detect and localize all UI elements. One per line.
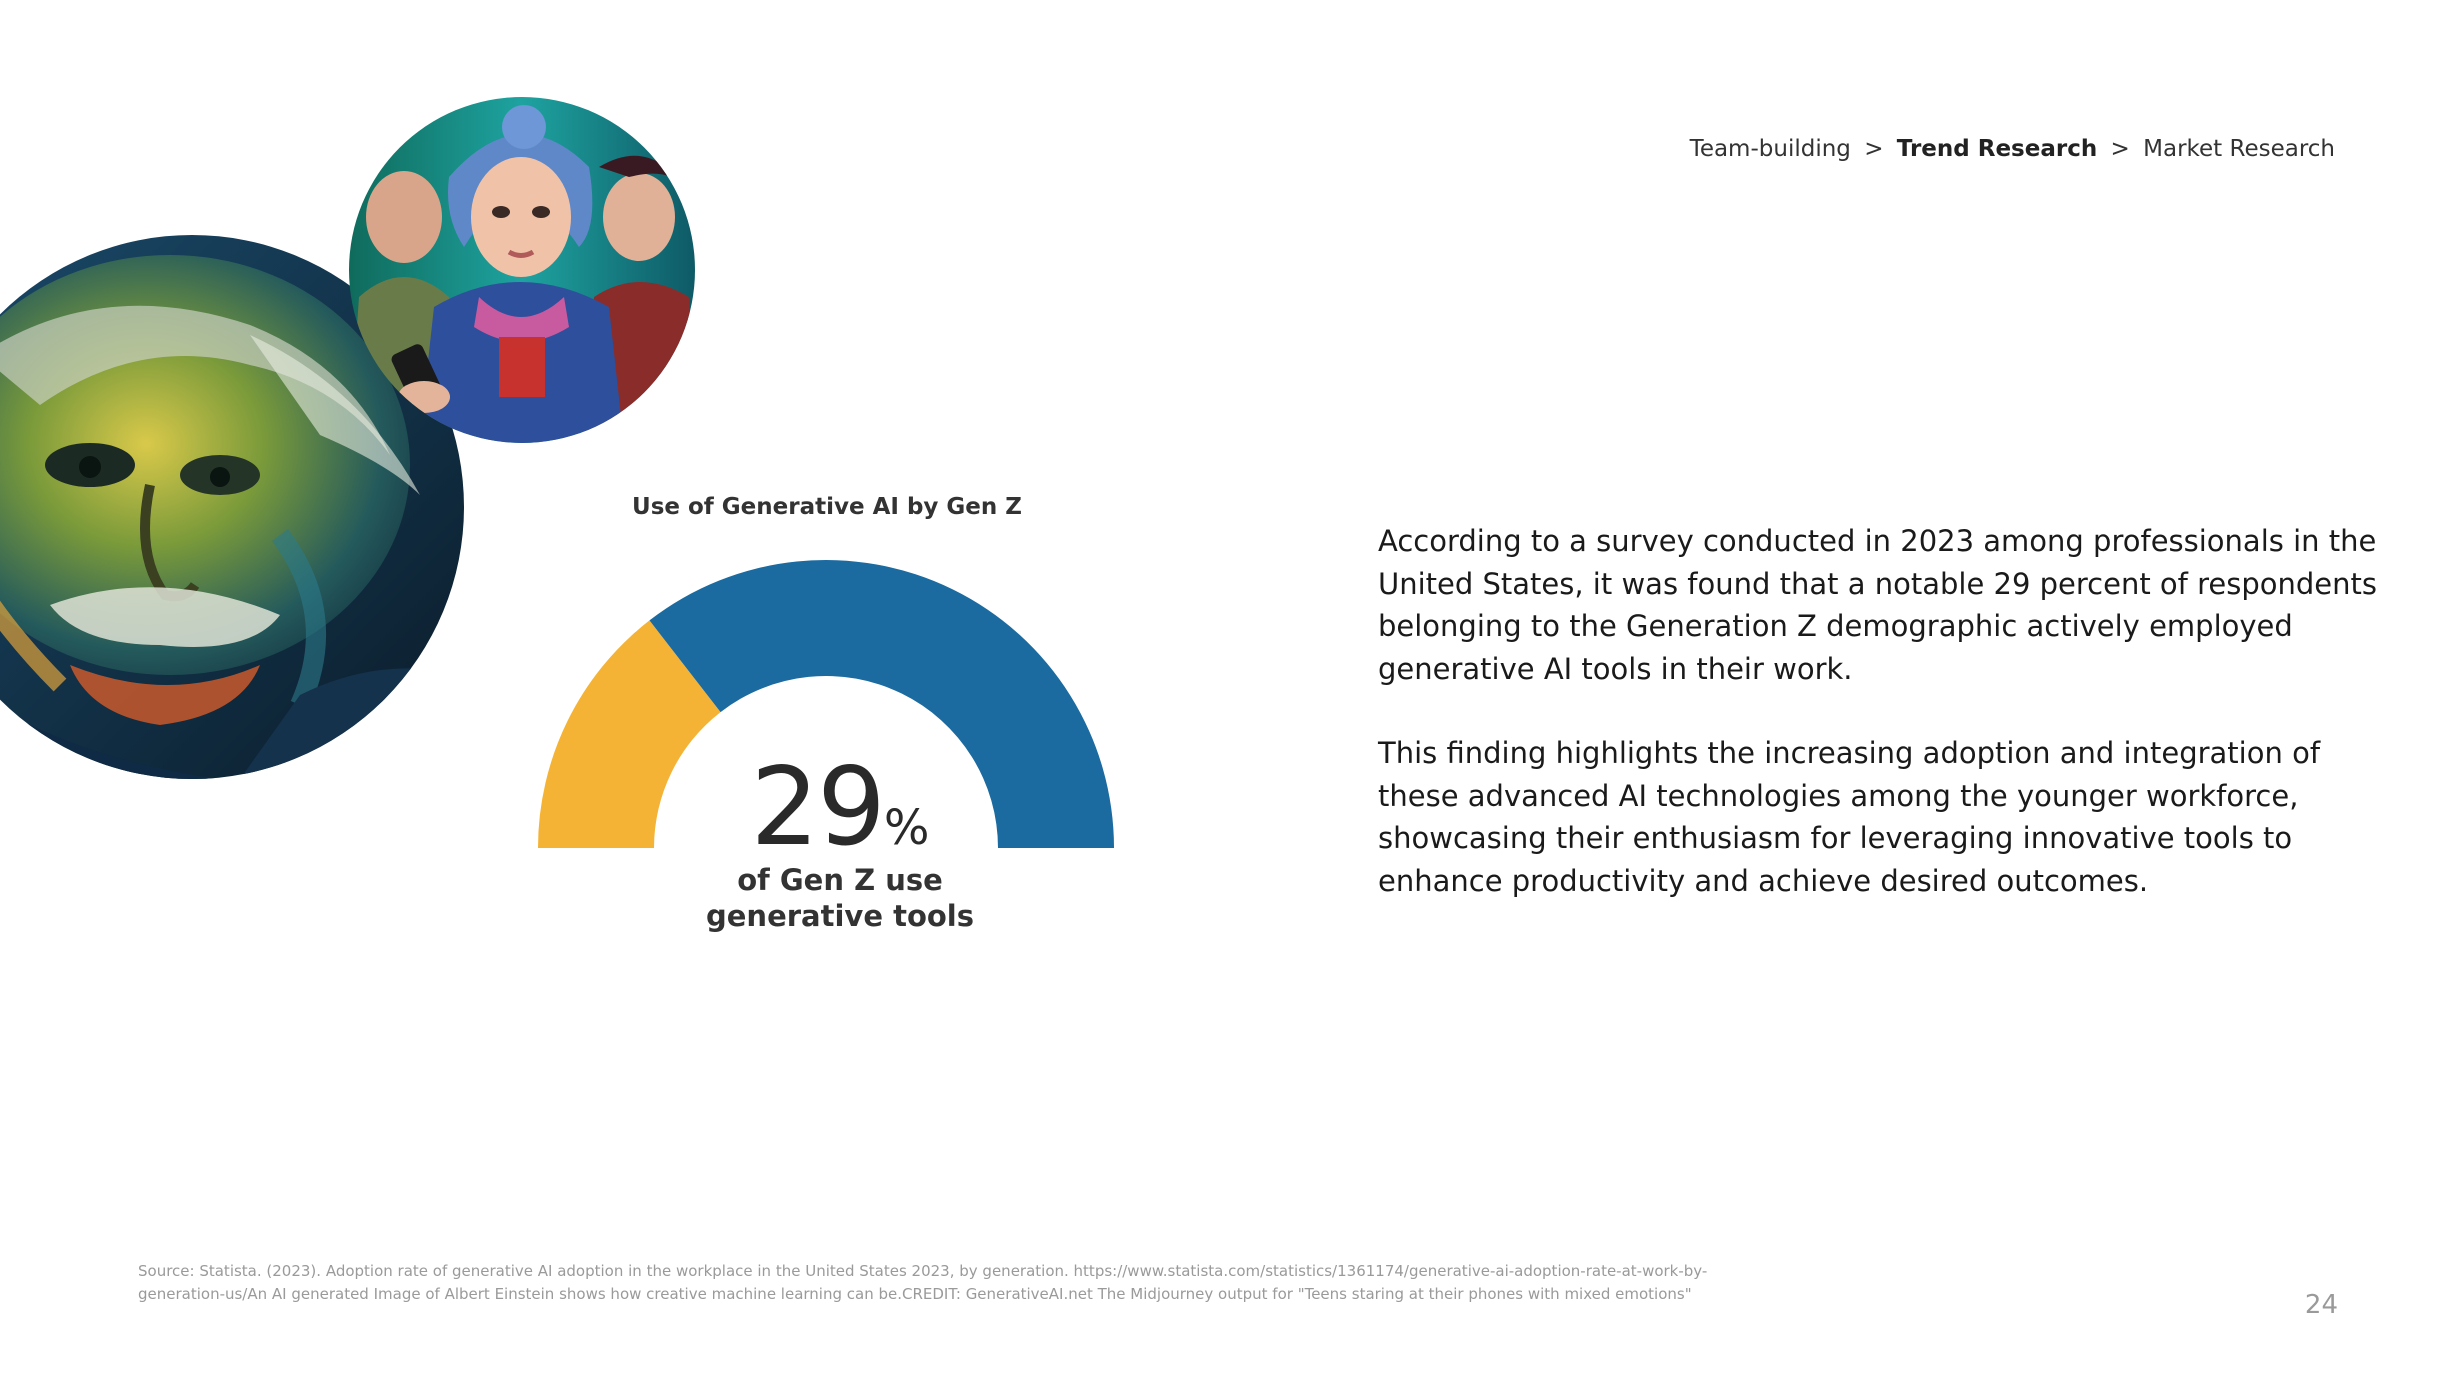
breadcrumb-separator: > <box>1864 136 1884 162</box>
teens-with-phones-image <box>349 97 695 443</box>
body-text <box>1378 520 2378 944</box>
gauge-value-unit: % <box>883 800 930 856</box>
gauge-center-value <box>630 745 1050 870</box>
gauge-caption <box>630 862 1050 934</box>
breadcrumb <box>1690 136 2335 162</box>
breadcrumb-item-trend-research[interactable]: Trend Research <box>1896 136 2098 162</box>
body-paragraph-2: This finding highlights the increasing adoption and integration of these advanced AI technologies among the younger workforce, showcasing their enthusiasm for leveraging innovative tools to enhance productivity and achieve desired outcomes. <box>1378 736 2321 898</box>
body-paragraph-1: According to a survey conducted in 2023 among professionals in the United States, it was found that a notable 29 percent of respondents belonging to the Generation Z demographic actively employed generative AI tools in their work. <box>1378 524 2377 686</box>
chart-title: Use of Generative AI by Gen Z <box>632 494 1022 520</box>
breadcrumb-separator: > <box>2110 136 2130 162</box>
gauge-caption-line2: generative tools <box>706 899 974 933</box>
gauge-caption-line1: of Gen Z use <box>737 863 943 897</box>
gauge-value-number: 29 <box>750 745 884 870</box>
source-citation: Source: Statista. (2023). Adoption rate of generative AI adoption in the workplace in the United States 2023, by generation. https://www.statista.com/statistics/1361174/generative-ai-adoption-rate-at-work-by-generation-us/An AI generated Image of Albert Einstein shows how creative machine learning can be.CREDIT: GenerativeAI.net The Midjourney output for "Teens staring at their phones with mixed emotions" <box>138 1262 1708 1303</box>
breadcrumb-item-team-building[interactable]: Team-building <box>1689 136 1851 162</box>
breadcrumb-item-market-research[interactable]: Market Research <box>2143 136 2335 162</box>
page-number: 24 <box>2304 1290 2338 1320</box>
